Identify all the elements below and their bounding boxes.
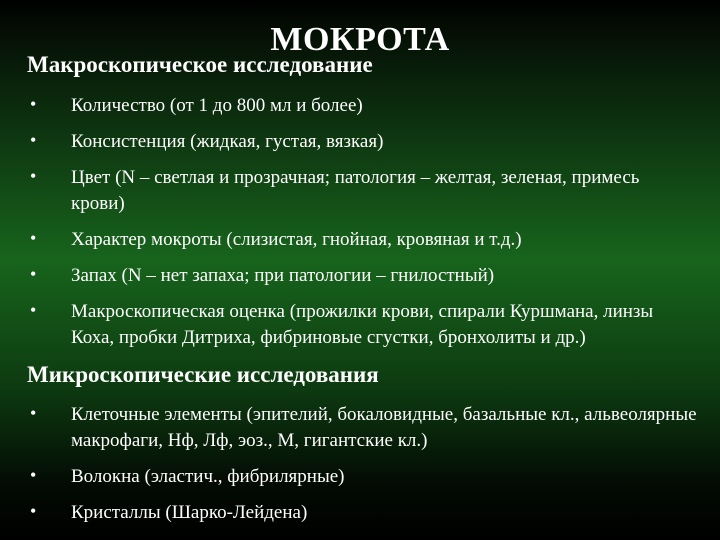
bullet-icon: •: [30, 300, 37, 320]
list-item: [27, 165, 697, 217]
slide-content: [27, 50, 697, 526]
bullet-icon: •: [30, 166, 37, 186]
list-item-text: Кристаллы (Шарко-Лейдена): [71, 502, 308, 523]
bullet-icon: •: [30, 465, 37, 485]
bullet-icon: •: [30, 228, 37, 248]
list-item: [27, 464, 697, 490]
list-item-text: Цвет (N – светлая и прозрачная; патология – желтая, зеленая, примесь крови): [71, 167, 640, 214]
list-item: [27, 227, 697, 253]
bullet-icon: •: [30, 264, 37, 284]
list-item-text: Клеточные элементы (эпителий, бокаловидные, базальные кл., альвеолярные макрофаги, Нф, Лф, эоз., М, гигантские кл.): [71, 404, 697, 451]
section-heading-macroscopic: Макроскопическое исследование: [27, 52, 373, 77]
list-item: [27, 402, 697, 454]
section-heading-microscopic: Микроскопические исследования: [27, 362, 379, 387]
bullet-icon: •: [30, 94, 37, 114]
list-item: [27, 93, 697, 119]
list-item: [27, 129, 697, 155]
list-item-text: Характер мокроты (слизистая, гнойная, кровяная и т.д.): [71, 229, 522, 250]
slide-title: МОКРОТА: [270, 21, 450, 58]
list-item-text: Запах (N – нет запаха; при патологии – гнилостный): [71, 265, 495, 286]
list-item: [27, 500, 697, 526]
list-item: [27, 263, 697, 289]
bullet-icon: •: [30, 130, 37, 150]
list-item-text: Количество (от 1 до 800 мл и более): [71, 95, 363, 116]
list-item: [27, 299, 697, 351]
bullet-icon: •: [30, 403, 37, 423]
bullet-icon: •: [30, 501, 37, 521]
list-item-text: Волокна (эластич., фибрилярные): [71, 466, 345, 487]
list-item-text: Консистенция (жидкая, густая, вязкая): [71, 131, 384, 152]
list-item-text: Макроскопическая оценка (прожилки крови, спирали Куршмана, линзы Коха, пробки Дитриха, фибриновые сгустки, бронхолиты и др.): [71, 301, 654, 348]
